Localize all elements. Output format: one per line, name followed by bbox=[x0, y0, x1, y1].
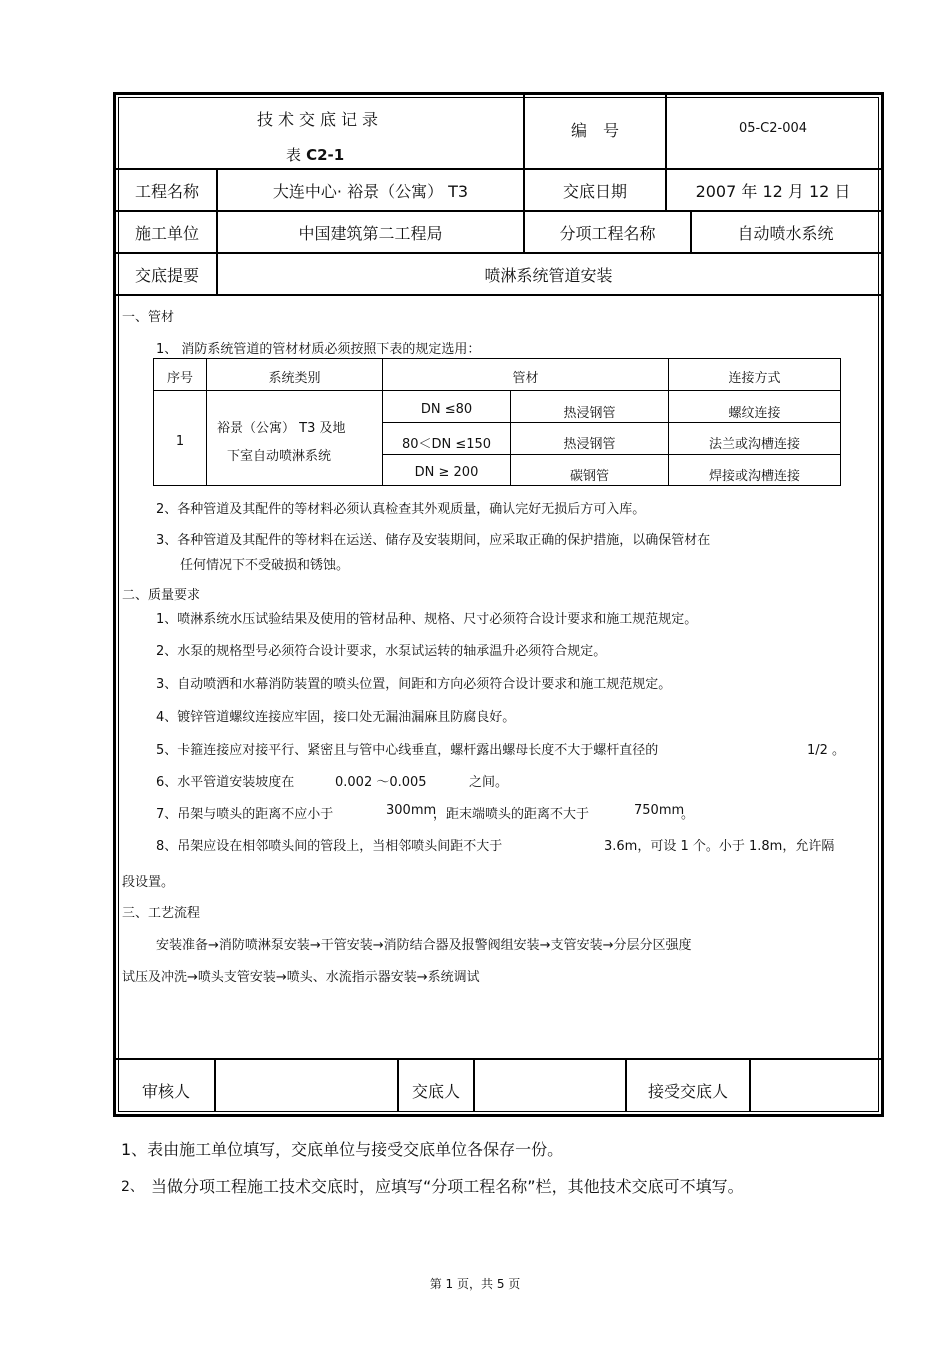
section2-item7-max: 750mm bbox=[634, 803, 685, 818]
section2-item8: 8、吊架应设在相邻喷头间的管段上，当相邻喷头间距不大于 bbox=[156, 839, 503, 854]
date-value: 2007 年 12 月 12 日 bbox=[695, 182, 851, 201]
section2-item2: 2、水泵的规格型号必须符合设计要求，水泵试运转的轴承温升必须符合规定。 bbox=[156, 644, 607, 659]
table-row-material: 碳钢管 bbox=[569, 469, 609, 484]
table-row-material: 热浸钢管 bbox=[563, 437, 616, 452]
project-value: 大连中心· 裕景（公寓） T3 bbox=[272, 182, 469, 201]
subitem-label: 分项工程名称 bbox=[559, 224, 656, 243]
section3-heading: 三、工艺流程 bbox=[122, 906, 201, 921]
reviewer-label: 审核人 bbox=[141, 1082, 190, 1101]
unit-value: 中国建筑第二工程局 bbox=[298, 224, 443, 243]
table-category-line2: 下室自动喷淋系统 bbox=[227, 449, 332, 464]
table-header-category: 系统类别 bbox=[268, 371, 321, 386]
form-code-line bbox=[286, 144, 344, 165]
presenter-label: 交底人 bbox=[411, 1082, 460, 1101]
number-value: 05-C2-004 bbox=[738, 121, 808, 136]
presenter-signature-field[interactable] bbox=[475, 1060, 625, 1111]
note-2-number: 2、 bbox=[121, 1179, 144, 1195]
section2-item7-min: 300mm bbox=[386, 803, 437, 818]
section1-heading: 一、管材 bbox=[122, 310, 175, 325]
section2-item8-line2: 段设置。 bbox=[122, 875, 175, 890]
section1-item1: 1、 消防系统管道的管材材质必须按照下表的规定选用： bbox=[156, 342, 481, 357]
table-header-connection: 连接方式 bbox=[728, 371, 781, 386]
section2-item1: 1、喷淋系统水压试验结果及使用的管材品种、规格、尺寸必须符合设计要求和施工规范规定。 bbox=[156, 612, 698, 627]
section2-item3: 3、自动喷洒和水幕消防装置的喷头位置，间距和方向必须符合设计要求和施工规范规定。 bbox=[156, 677, 672, 692]
table-row-material: 热浸钢管 bbox=[563, 406, 616, 421]
table-row-connection: 焊接或沟槽连接 bbox=[708, 469, 800, 484]
section2-heading: 二、质量要求 bbox=[122, 588, 201, 603]
section2-item6-range: 0.002 ～0.005 bbox=[335, 775, 427, 790]
date-label: 交底日期 bbox=[562, 182, 627, 201]
process-flow-line2: 试压及冲洗→喷头支管安装→喷头、水流指示器安装→系统调试 bbox=[122, 970, 480, 985]
page-info: 第 1 页，共 5 页 bbox=[429, 1277, 521, 1291]
table-category-line1: 裕景（公寓） T3 及地 bbox=[217, 421, 346, 436]
project-label: 工程名称 bbox=[134, 182, 199, 201]
form-title: 技术交底记录 bbox=[256, 110, 383, 129]
section2-item6: 6、水平管道安装坡度在 bbox=[156, 775, 295, 790]
section1-item3-line1: 3、各种管道及其配件的等材料在运送、储存及安装期间，应采取正确的保护措施，以确保管材在 bbox=[156, 533, 711, 548]
form-code: C2-1 bbox=[306, 146, 345, 164]
process-flow-line1: 安装准备→消防喷淋泵安装→干管安装→消防结合器及报警阀组安装→支管安装→分层分区强度 bbox=[156, 938, 692, 953]
section2-item5: 5、卡箍连接应对接平行、紧密且与管中心线垂直，螺杆露出螺母长度不大于螺杆直径的 bbox=[156, 743, 659, 758]
section1-item2: 2、各种管道及其配件的等材料必须认真检查其外观质量，确认完好无损后方可入库。 bbox=[156, 502, 646, 517]
table-row-connection: 螺纹连接 bbox=[728, 406, 781, 421]
table-seq: 1 bbox=[175, 434, 185, 449]
note-2: 当做分项工程施工技术交底时，应填写“分项工程名称”栏，其他技术交底可不填写。 bbox=[151, 1177, 744, 1196]
section2-item7: 7、吊架与喷头的距离不应小于 bbox=[156, 807, 334, 822]
unit-label: 施工单位 bbox=[134, 224, 199, 243]
section2-item6-end: 之间。 bbox=[469, 775, 509, 790]
subitem-value: 自动喷水系统 bbox=[737, 224, 834, 243]
receiver-signature-field[interactable] bbox=[751, 1060, 878, 1111]
summary-value: 喷淋系统管道安装 bbox=[484, 266, 613, 285]
reviewer-signature-field[interactable] bbox=[216, 1060, 397, 1111]
table-row-size: DN ≥ 200 bbox=[414, 465, 479, 480]
form-prefix: 表 bbox=[286, 146, 302, 164]
table-header-seq: 序号 bbox=[166, 371, 193, 386]
summary-label: 交底提要 bbox=[134, 266, 199, 285]
section1-item3-line2: 任何情况下不受破损和锈蚀。 bbox=[180, 558, 350, 573]
number-label: 编 号 bbox=[570, 121, 619, 140]
table-row-size: 80＜DN ≤150 bbox=[401, 437, 492, 452]
table-row-size: DN ≤80 bbox=[420, 402, 473, 417]
receiver-label: 接受交底人 bbox=[647, 1082, 728, 1101]
section2-item4: 4、镀锌管道螺纹连接应牢固，接口处无漏油漏麻且防腐良好。 bbox=[156, 710, 516, 725]
section2-item8-values: 3.6m，可设 1 个。小于 1.8m，允许隔 bbox=[604, 839, 835, 854]
table-row-connection: 法兰或沟槽连接 bbox=[708, 437, 800, 452]
table-header-material: 管材 bbox=[512, 371, 539, 386]
section2-item7-mid: ，距末端喷头的距离不大于 bbox=[433, 807, 590, 822]
section2-item5-ratio: 1/2 。 bbox=[807, 743, 846, 758]
section2-item7-end: 。 bbox=[681, 807, 695, 822]
note-1: 1、表由施工单位填写，交底单位与接受交底单位各保存一份。 bbox=[121, 1140, 564, 1159]
